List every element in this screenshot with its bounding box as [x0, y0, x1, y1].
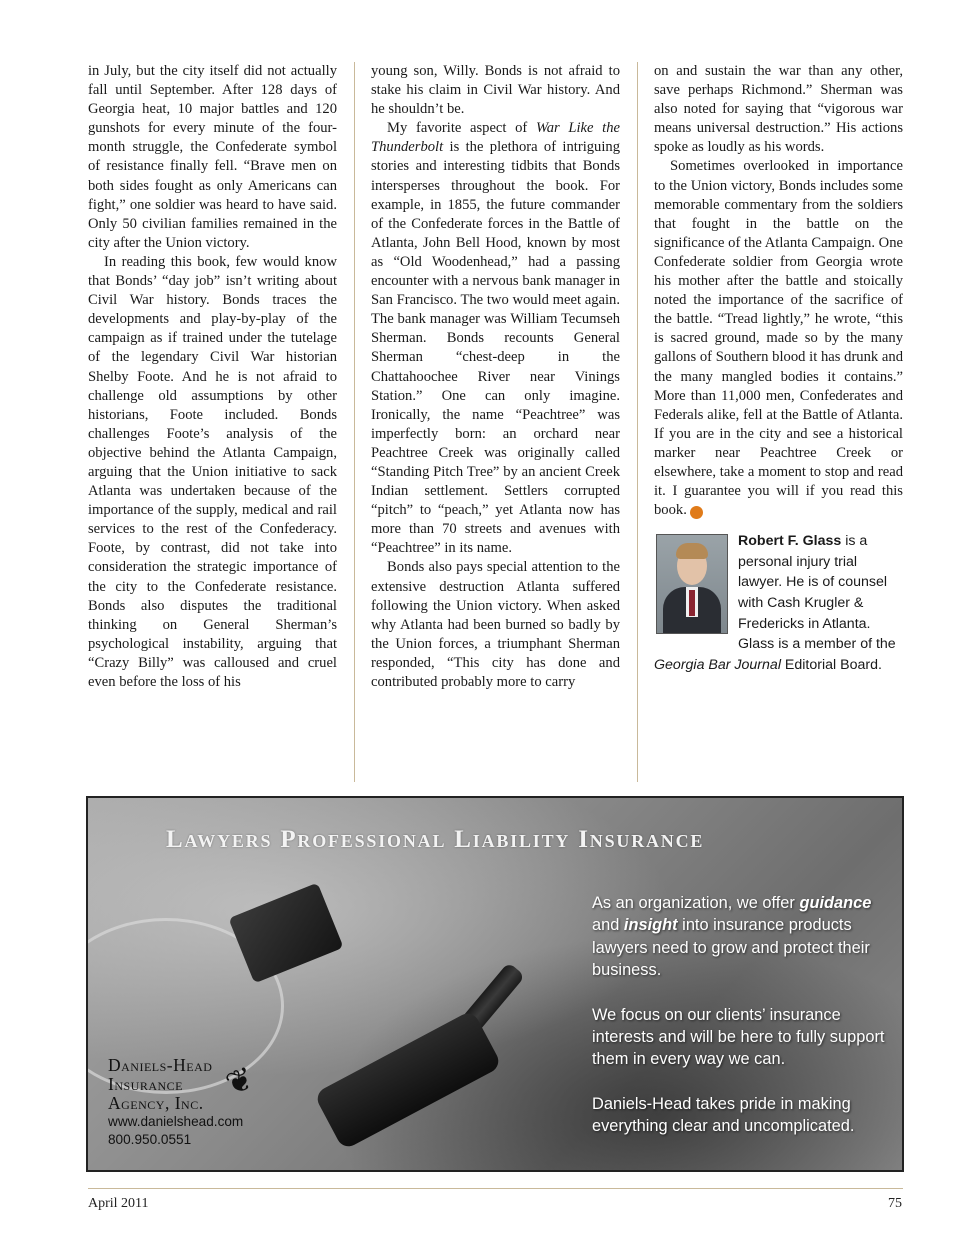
article-column-1: [88, 62, 337, 784]
page-number: 75: [888, 1196, 902, 1211]
col3-paragraph-1: on and sustain the war than any other, save perhaps Richmond.” Sherman was also noted for saying that “vigorous war means universal destruction.” His actions spoke as loudly as his words.: [654, 63, 903, 156]
col3-p2-body: Sometimes overlooked in importance to the Union victory, Bonds includes some memorable commentary from the soldiers that fought in the battle on the significance of the Atlanta Campaign. One Confederate soldier from Georgia wrote his mother after the battle and stoically noted the importance of the sacrifice of the battle. “Tread lightly,” he wrote, “this is sacred ground, made so by the many gallons of Southern blood it has drunk and the many mangled bodies it contains.” More than 11,000 men, Confederates and Federals alike, fell at the Battle of Atlanta. If you are in the city and see a historical marker near Peachtree Creek or elsewhere, take a moment to stop and read it. I guarantee you will if you read this book.: [654, 158, 903, 519]
agency-name-line-3: Agency, Inc.: [108, 1093, 204, 1113]
column-divider: [637, 62, 638, 782]
agency-name-line-2: Insurance: [108, 1074, 184, 1094]
col2-paragraph-2: [371, 119, 620, 558]
col2-p2-body: is the plethora of intriguing stories and interesting tidbits that Bonds intersperses throughout the book. For example, in 1855, the future commander of the Confederate forces in the Battle of Atlanta, John Bell Hood, known by most as “Old Woodenhead,” had a passing encounter with a nervous bank manager in San Francisco. The two would meet again. The bank manager was William Tecumseh Sherman. Bonds recounts General Sherman “chest-deep in the Chattahoochee River near Vinings Station.” One can only imagine. Ironically, the name “Peachtree” was imperfectly born: an orchard near Peachtree Creek was originally called “Standing Pitch Tree” by an ancient Creek Indian settlement. Settlers corrupted “pitch” to “peach,” yet Atlanta now has more than 70 streets and avenues with “Peachtree” in its name.: [371, 139, 620, 557]
article-columns: [88, 62, 903, 784]
col3-paragraph-2: [654, 157, 903, 520]
col2-paragraph-1: young son, Willy. Bonds is not afraid to stake his claim in Civil War history. And he shouldn’t be.: [371, 63, 620, 118]
bio-journal-name: Georgia Bar Journal: [654, 656, 781, 673]
author-bio: [654, 531, 903, 675]
gavel-head-graphic: [314, 1009, 503, 1150]
ad-copy: [592, 892, 892, 1160]
ad-paragraph-3: Daniels-Head takes pride in making everything clear and uncomplicated.: [592, 1094, 855, 1136]
bio-text-1: is a personal injury trial lawyer. He is of counsel with Cash Krugler & Fredericks in Atlanta. Glass is a member of the: [738, 533, 896, 653]
ad-paragraph-2: We focus on our clients’ insurance interests and will be here to fully support them in every way we can.: [592, 1005, 885, 1069]
bio-text-2: Editorial Board.: [780, 656, 882, 673]
gbj-end-mark-icon: GBJ: [690, 506, 703, 519]
fern-icon: ❦: [220, 1059, 259, 1103]
book-title: War Like the Thunderbolt: [371, 120, 620, 156]
agency-phone: 800.950.0551: [108, 1132, 192, 1147]
insurance-advertisement[interactable]: [86, 796, 904, 1172]
agency-website-link[interactable]: www.danielshead.com: [108, 1114, 244, 1129]
article-column-3: [654, 62, 903, 784]
article-column-2: [371, 62, 620, 784]
ad-title: Lawyers Professional Liability Insurance: [166, 826, 705, 853]
col1-paragraph-2: In reading this book, few would know that Bonds’ “day job” isn’t writing about Civil War history. Bonds traces the developments and play-by-play of the campaign as if trained under the tutelage of the legendary Civil War historian Shelby Foote. And he is not afraid to challenge old assumptions by other historians, Foote included. Bonds challenges Foote’s analysis of the objective behind the Atlanta Campaign, arguing that the Union initiative to sack Atlanta was undertaken because of the importance of the supply, medical and rail services to the rest of the Confederacy. Foote, by contrast, did not take into consideration the strategic importance of the city to the Confederate resistance. Bonds also disputes the traditional thinking on General Sherman’s psychological instability, arguing that “Crazy Billy” was calloused and cruel even before the loss of his: [88, 253, 337, 690]
col1-paragraph-1: in July, but the city itself did not actually fall until September. After 128 days of Georgia heat, 10 major battles and 120 gunshots for every minute of the four-month struggle, the Confederate symbol of resistance finally fell. “Brave men on both sides fought as only Americans can fight,” one soldier was heard to have said. Only 50 civilian families remained in the city after the Union victory.: [88, 63, 337, 251]
agency-name-line-1: Daniels-Head: [108, 1055, 213, 1075]
col2-p2-lead: My favorite aspect of: [387, 120, 536, 137]
ad-paragraph-1: As an organization, we offer guidance and insight into insurance products lawyers need to grow and protect their business.: [592, 894, 872, 980]
column-divider: [354, 62, 355, 782]
author-name: Robert F. Glass: [738, 533, 842, 550]
footer-rule: [88, 1188, 903, 1189]
author-photo: [656, 534, 728, 634]
footer-date: April 2011: [88, 1196, 149, 1211]
col2-paragraph-3: Bonds also pays special attention to the extensive destruction Atlanta suffered following the Union victory. When asked why Atlanta had been burned so badly by the Union forces, a triumphant Sherman responded, “This city has done and contributed probably more to carry: [371, 559, 620, 690]
